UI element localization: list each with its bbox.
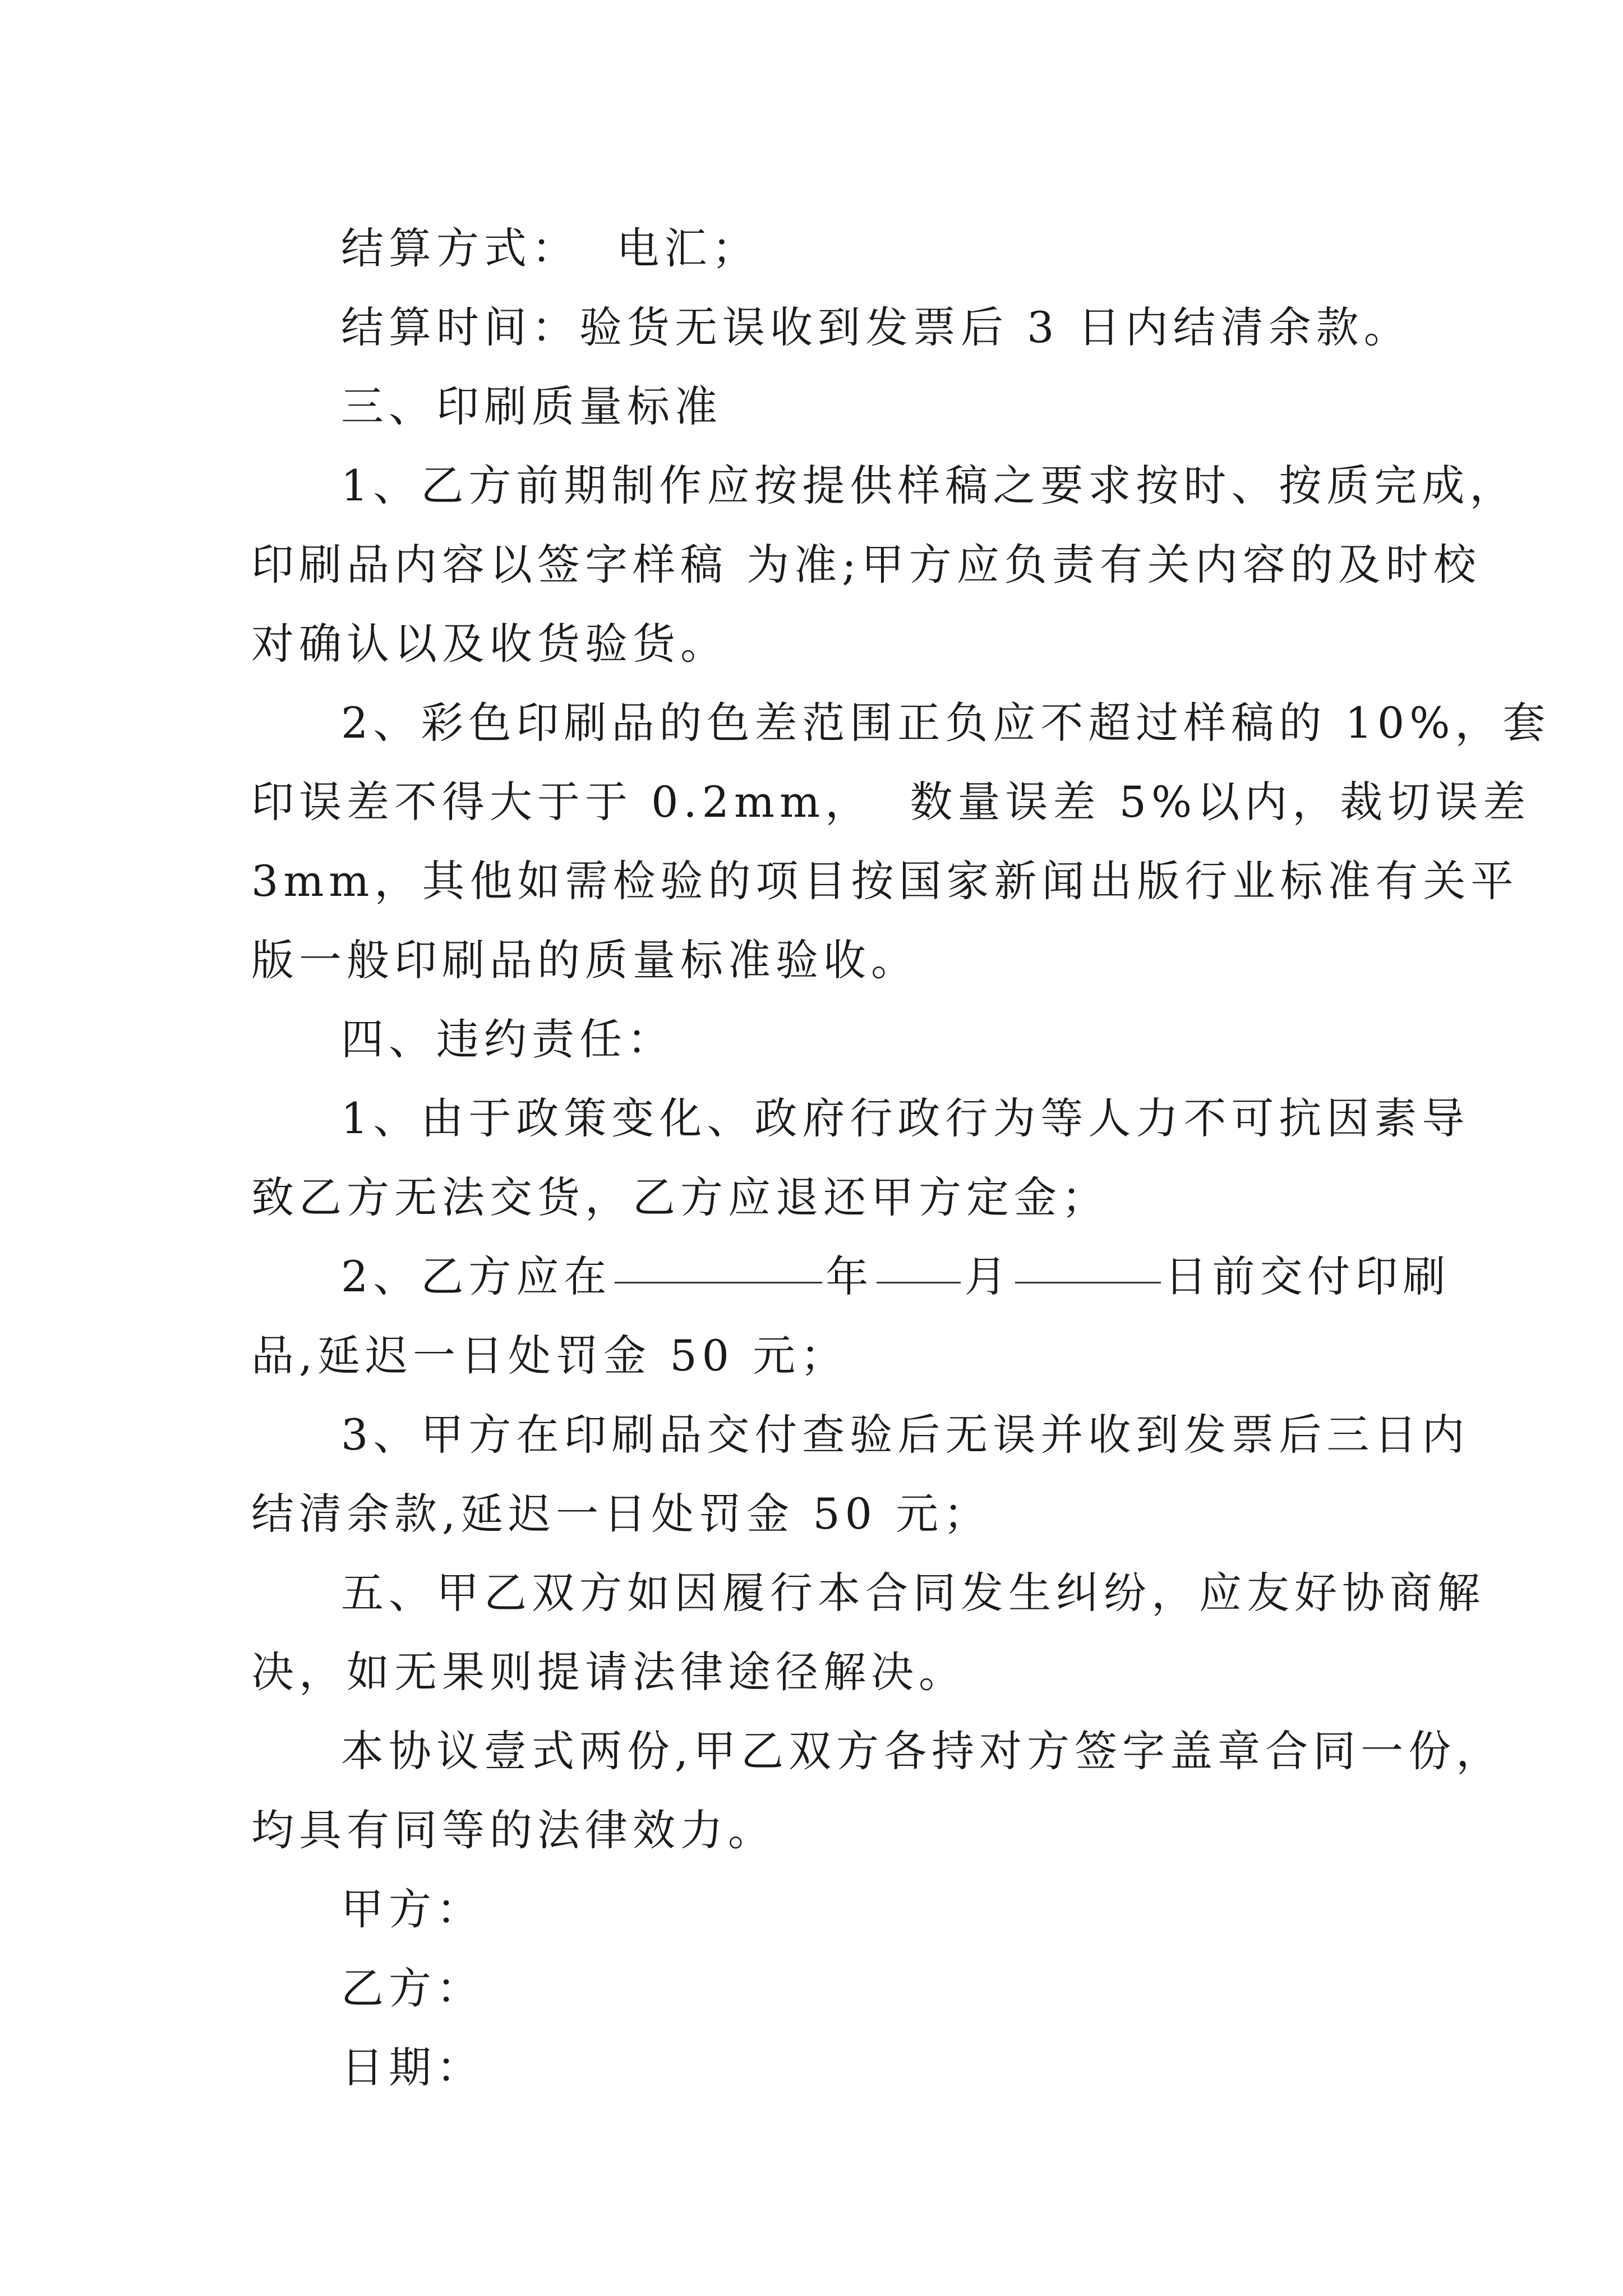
- section3-heading: [251, 367, 1384, 446]
- paragraph-line: [251, 1079, 1470, 1158]
- paragraph-line: [251, 1632, 1384, 1711]
- settlement-method-text: 结算方式： 电汇；: [341, 223, 760, 273]
- paragraph-line: [251, 1553, 1485, 1632]
- paragraph-line: [251, 841, 1519, 921]
- section4-item3-line2: 结清余款,延迟一日处罚金 50 元；: [251, 1489, 992, 1539]
- party-b-label: 乙方：: [341, 1963, 484, 2013]
- month-label: 月: [964, 1251, 1012, 1301]
- year-blank[interactable]: [615, 1241, 822, 1283]
- settlement-method: [251, 209, 1384, 288]
- section4-item2-line2: 品,延迟一日处罚金 50 元；: [251, 1331, 849, 1381]
- delivery-prefix: 2、乙方应在: [341, 1251, 612, 1301]
- month-blank[interactable]: [877, 1241, 961, 1283]
- section3-item2-line2: 印误差不得大于于 0.2mm， 数量误差 5%以内，裁切误差: [251, 777, 1531, 827]
- paragraph-line: [251, 921, 1384, 1000]
- section3-item1-line2: 印刷品内容以签字样稿 为准;甲方应负责有关内容的及时校: [251, 540, 1481, 590]
- section4-item3-line1: 3、甲方在印刷品交付查验后无误并收到发票后三日内: [341, 1410, 1470, 1460]
- settlement-time: [251, 288, 1412, 367]
- section3-item1-line3: 对确认以及收货验货。: [251, 619, 728, 669]
- closing-line2: 均具有同等的法律效力。: [251, 1805, 776, 1855]
- document-body: [251, 209, 1551, 2107]
- paragraph-line: [251, 1316, 1384, 1395]
- paragraph-line: [251, 1791, 1384, 1870]
- party-b-signature: [251, 1949, 1384, 2028]
- paragraph-line: [251, 604, 1384, 683]
- section4-item1-line2: 致乙方无法交货，乙方应退还甲方定金；: [251, 1172, 1109, 1222]
- section3-heading-text: 三、印刷质量标准: [341, 381, 722, 431]
- delivery-date-line: [251, 1237, 1451, 1316]
- party-a-signature: [251, 1870, 1384, 1949]
- settlement-time-text: 结算时间：验货无误收到发票后 3 日内结清余款。: [341, 302, 1412, 352]
- party-a-label: 甲方：: [341, 1884, 484, 1934]
- paragraph-line: [251, 525, 1481, 604]
- paragraph-line: [251, 683, 1551, 762]
- paragraph-line: [251, 1711, 1504, 1791]
- section3-item1-line1: 1、乙方前期制作应按提供样稿之要求按时、按质完成，: [341, 461, 1518, 510]
- paragraph-line: [251, 1158, 1384, 1237]
- year-label: 年: [826, 1251, 874, 1301]
- closing-line1: 本协议壹式两份,甲乙双方各持对方签字盖章合同一份，: [341, 1726, 1504, 1776]
- date-label: 日期：: [341, 2042, 484, 2092]
- section4-heading: [251, 1000, 1384, 1079]
- paragraph-line: [251, 1395, 1470, 1474]
- section4-heading-text: 四、违约责任：: [341, 1014, 675, 1064]
- date-signature: [251, 2028, 1384, 2107]
- paragraph-line: [251, 762, 1531, 841]
- section4-item1-line1: 1、由于政策变化、政府行政行为等人力不可抗因素导: [341, 1093, 1470, 1143]
- paragraph-line: [251, 1474, 1384, 1553]
- section3-item2-line3: 3mm，其他如需检验的项目按国家新闻出版行业标准有关平: [251, 856, 1519, 906]
- section3-item2-line4: 版一般印刷品的质量标准验收。: [251, 935, 919, 985]
- section5-line1: 五、甲乙双方如因履行本合同发生纠纷，应友好协商解: [341, 1568, 1485, 1618]
- paragraph-line: [251, 446, 1518, 525]
- section3-item2-line1: 2、彩色印刷品的色差范围正负应不超过样稿的 10%，套: [341, 698, 1551, 748]
- day-blank[interactable]: [1015, 1241, 1161, 1283]
- section5-line2: 决，如无果则提请法律途径解决。: [251, 1647, 966, 1697]
- delivery-suffix: 日前交付印刷: [1164, 1251, 1451, 1301]
